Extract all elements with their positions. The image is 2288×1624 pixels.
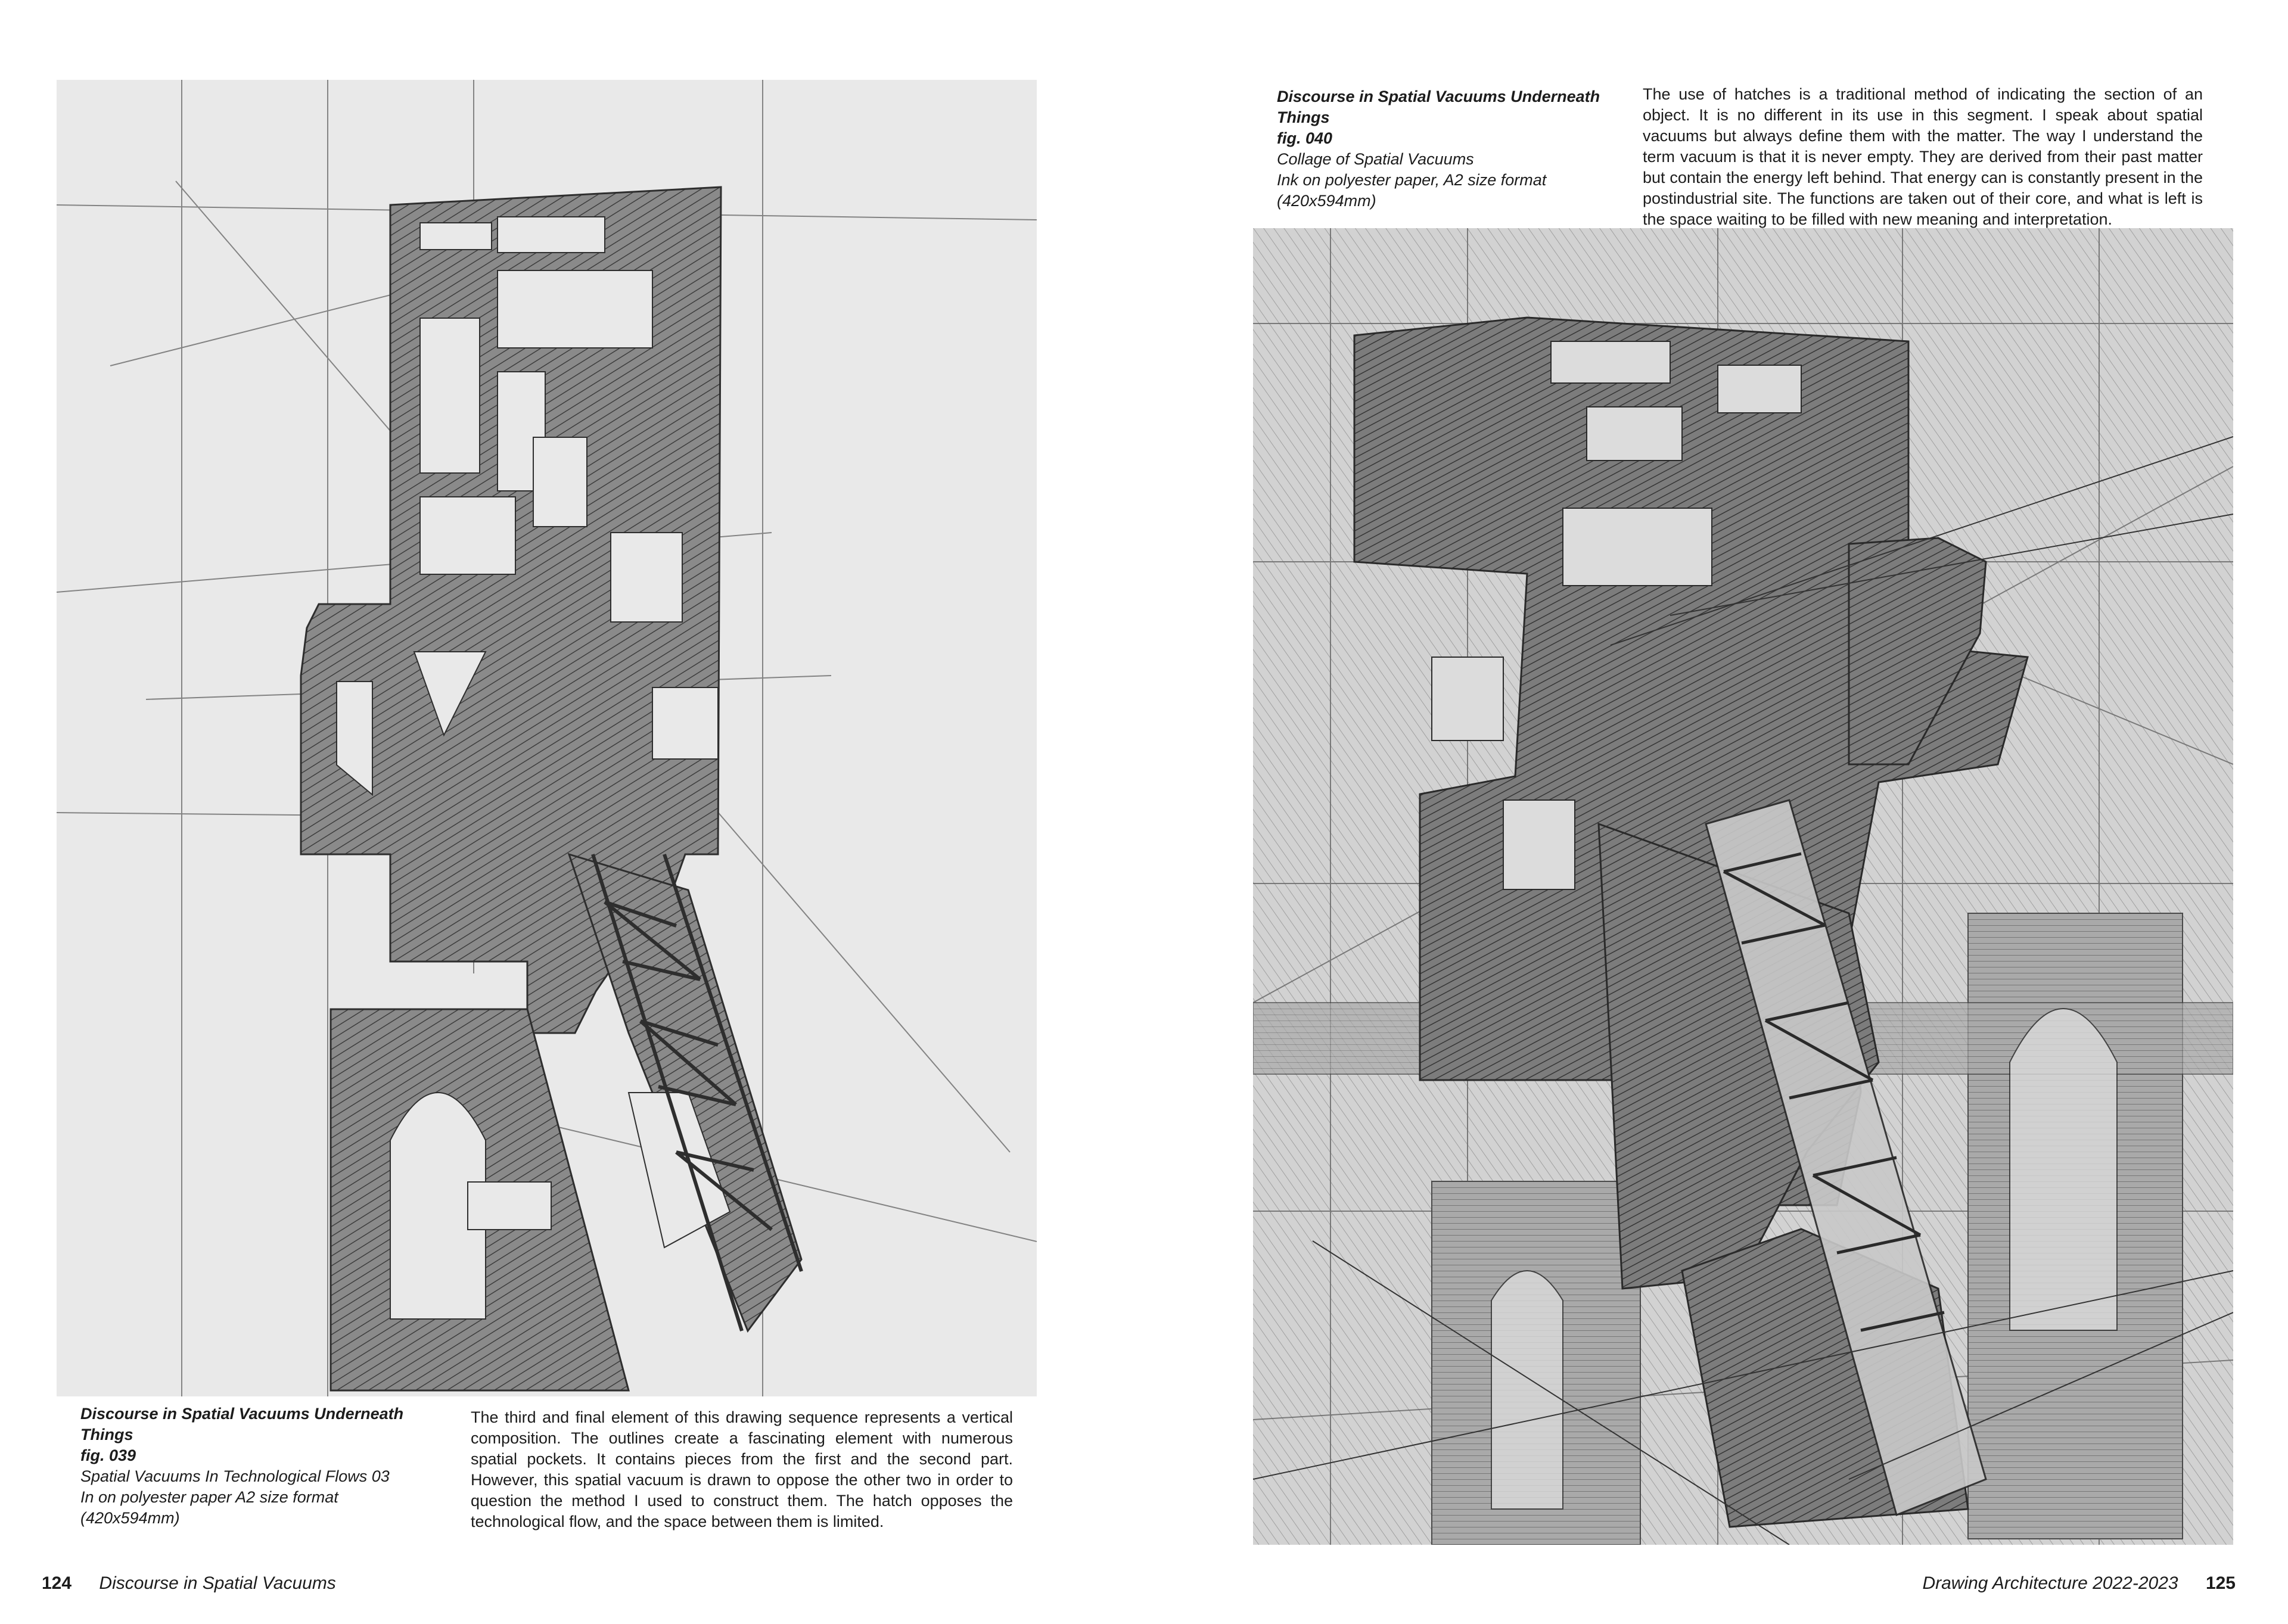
right-folio <box>1922 1572 2236 1595</box>
left-page-number: 124 <box>42 1573 72 1593</box>
right-running-title: Drawing Architecture 2022-2023 <box>1922 1573 2178 1593</box>
right-caption-dimensions: (420x594mm) <box>1277 192 1376 210</box>
right-caption-title: Discourse in Spatial Vacuums Underneath Things <box>1277 88 1600 126</box>
drawing-fig-039 <box>57 80 1037 1396</box>
left-caption-title: Discourse in Spatial Vacuums Underneath Things <box>80 1405 404 1443</box>
right-caption-medium: Ink on polyester paper, A2 size format <box>1277 171 1547 189</box>
left-figure-caption <box>80 1404 426 1529</box>
left-folio <box>42 1572 336 1595</box>
left-body-paragraph: The third and final element of this drawing sequence represents a vertical composition. The outlines create a fascinating element with numerous spatial pockets. It contains pieces from the first and the second part. However, this spatial vacuum is drawn to oppose the other two in order to question the method I used to construct them. The hatch opposes the technological flow, and the space between them is limited. <box>471 1408 1013 1530</box>
left-caption-subtitle: Spatial Vacuums In Technological Flows 03 <box>80 1467 390 1485</box>
drawing-fig-040 <box>1253 228 2233 1545</box>
right-body-paragraph: The use of hatches is a traditional method of indicating the section of an object. It is no different in its use in this segment. I speak about spatial vacuums but always define them with the matter. The way I understand the term vacuum is that it is never empty. They are derived from their past matter but contain the energy left behind. That energy can is constantly present in the postindustrial site. The functions are taken out of their core, and what is left is the space waiting to be filled with new meaning and interpretation. <box>1643 85 2203 228</box>
right-caption-fig: fig. 040 <box>1277 129 1333 147</box>
right-figure-caption <box>1277 86 1611 211</box>
drawing-fig-040-art <box>1253 228 2233 1545</box>
left-running-title: Discourse in Spatial Vacuums <box>99 1573 336 1593</box>
drawing-fig-039-art <box>57 80 1037 1396</box>
left-caption-fig: fig. 039 <box>80 1446 136 1464</box>
left-caption-medium: In on polyester paper A2 size format <box>80 1488 338 1506</box>
right-page-number: 125 <box>2205 1573 2236 1593</box>
left-caption-dimensions: (420x594mm) <box>80 1509 180 1527</box>
right-caption-subtitle: Collage of Spatial Vacuums <box>1277 150 1474 168</box>
